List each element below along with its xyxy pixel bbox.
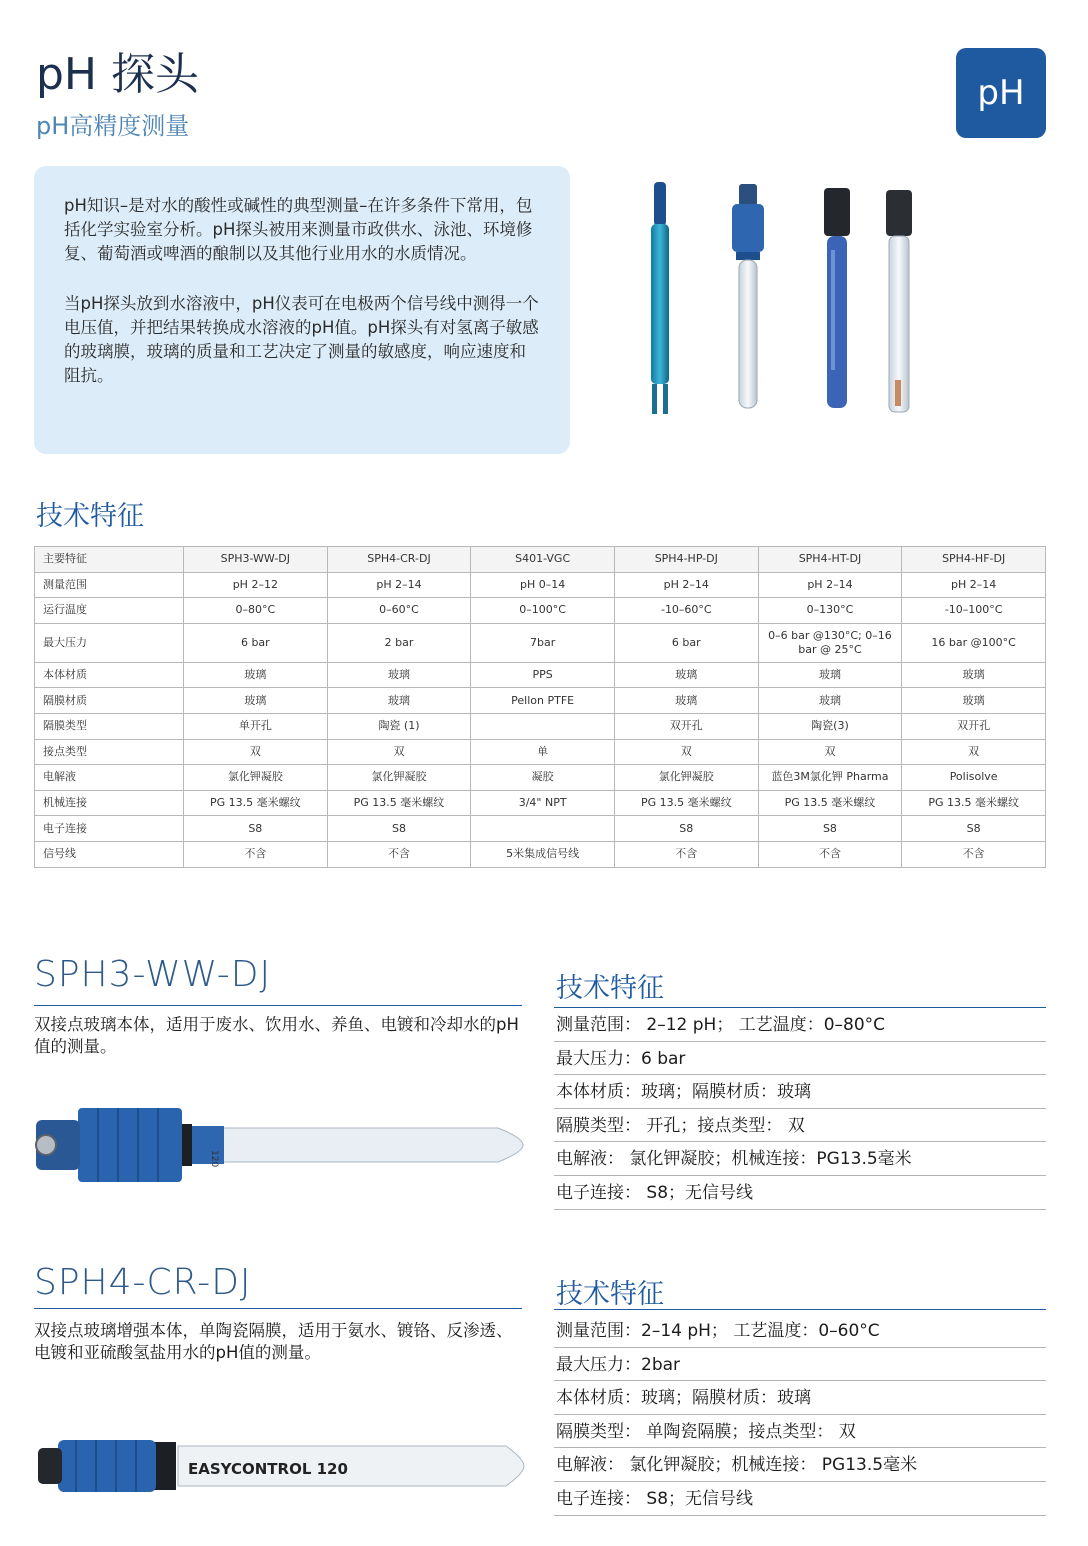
table-cell: 双开孔 [902,713,1046,739]
probe-4-icon [886,190,912,412]
table-cell: SPH4-HP-DJ [614,547,758,573]
table-row-label: 机械连接 [35,790,184,816]
table-cell: 陶瓷(3) [758,713,902,739]
table-row [35,816,1046,842]
product-2-description: 双接点玻璃增强本体，单陶瓷隔膜，适用于氨水、镀铬、反渗透、电镀和亚硫酸氢盐用水的pH值的测量。 [34,1321,513,1362]
table-cell: S8 [184,816,328,842]
product-1-image-label: 120 [209,1150,219,1168]
table-cell: 7bar [471,623,615,662]
table-cell: S8 [758,816,902,842]
table-cell: PPS [471,662,615,688]
table-cell: SPH4-HF-DJ [902,547,1046,573]
table-row-label: 本体材质 [35,662,184,688]
table-cell: S8 [327,816,471,842]
table-row [35,598,1046,624]
table-cell: 6 bar [184,623,328,662]
table-cell: 氯化钾凝胶 [184,765,328,791]
table-cell: 0–100°C [471,598,615,624]
spec-line: 电子连接： S8；无信号线 [554,1176,1046,1210]
product-1-spec-title: 技术特征 [556,973,664,1004]
product-2-name: SPH4-CR-DJ [34,1262,252,1303]
table-row [35,713,1046,739]
table-cell: 不含 [902,841,1046,867]
table-cell: pH 2–14 [758,572,902,598]
table-cell: 6 bar [614,623,758,662]
table-cell: 0–80°C [184,598,328,624]
table-cell: 0–6 bar @130°C; 0–16 bar @ 25°C [758,623,902,662]
table-cell: 玻璃 [758,688,902,714]
table-cell: 双开孔 [614,713,758,739]
table-cell: S401-VGC [471,547,615,573]
product-1-name: SPH3-WW-DJ [34,954,272,995]
table-cell: 不含 [614,841,758,867]
table-cell: SPH3-WW-DJ [184,547,328,573]
intro-box [34,166,570,454]
spec-line: 测量范围：2–14 pH； 工艺温度：0–60°C [554,1314,1046,1348]
product-1-image [28,1090,528,1200]
table-cell: 玻璃 [902,662,1046,688]
spec-line: 最大压力：6 bar [554,1042,1046,1076]
table-cell: S8 [614,816,758,842]
table-cell [471,713,615,739]
spec-line: 本体材质：玻璃；隔膜材质：玻璃 [554,1381,1046,1415]
table-row-label: 隔膜材质 [35,688,184,714]
table-cell: 陶瓷 (1) [327,713,471,739]
table-row [35,765,1046,791]
table-row [35,572,1046,598]
table-cell: 不含 [758,841,902,867]
product-2-spec-title: 技术特征 [556,1279,664,1310]
table-cell: 玻璃 [614,662,758,688]
table-cell: pH 2–12 [184,572,328,598]
table-cell: pH 2–14 [902,572,1046,598]
table-cell: 玻璃 [184,662,328,688]
table-cell: 3/4" NPT [471,790,615,816]
table-row [35,623,1046,662]
table-cell: PG 13.5 毫米螺纹 [614,790,758,816]
table-cell: 0–60°C [327,598,471,624]
table-row [35,688,1046,714]
table-cell: 双 [614,739,758,765]
spec-line: 最大压力：2bar [554,1348,1046,1382]
table-row-label: 最大压力 [35,623,184,662]
product-1-spec-list [554,1008,1046,1210]
probe-3-icon [824,188,850,408]
product-2-spec-rule [554,1309,1046,1310]
probe-1-icon [651,182,669,414]
table-cell: 单开孔 [184,713,328,739]
table-row-label: 测量范围 [35,572,184,598]
table-cell: 双 [758,739,902,765]
table-cell: 2 bar [327,623,471,662]
product-1-rule [34,1005,522,1006]
table-cell: PG 13.5 毫米螺纹 [184,790,328,816]
spec-line: 电解液： 氯化钾凝胶；机械连接： PG13.5毫米 [554,1448,1046,1482]
table-cell: PG 13.5 毫米螺纹 [327,790,471,816]
table-cell: pH 2–14 [614,572,758,598]
product-2-rule [34,1308,522,1309]
table-cell: SPH4-CR-DJ [327,547,471,573]
table-cell: -10–100°C [902,598,1046,624]
probe-photos [640,180,930,420]
product-2-image [28,1414,528,1524]
table-row-label: 主要特征 [35,547,184,573]
table-row [35,790,1046,816]
table-row [35,739,1046,765]
spec-table [34,546,1046,868]
table-cell: -10–60°C [614,598,758,624]
spec-line: 测量范围： 2–12 pH； 工艺温度：0–80°C [554,1008,1046,1042]
table-cell: 双 [327,739,471,765]
table-cell: S8 [902,816,1046,842]
table-cell: 玻璃 [902,688,1046,714]
table-cell: PG 13.5 毫米螺纹 [902,790,1046,816]
table-row [35,841,1046,867]
table-cell: 双 [184,739,328,765]
table-header-row [35,547,1046,573]
spec-line: 隔膜类型： 开孔；接点类型： 双 [554,1109,1046,1143]
table-cell: 玻璃 [184,688,328,714]
spec-line: 电子连接： S8；无信号线 [554,1482,1046,1516]
spec-table-title: 技术特征 [36,501,144,532]
table-row-label: 电子连接 [35,816,184,842]
table-cell: SPH4-HT-DJ [758,547,902,573]
table-row-label: 运行温度 [35,598,184,624]
table-row-label: 电解液 [35,765,184,791]
product-2-spec-list [554,1314,1046,1516]
table-cell: 氯化钾凝胶 [327,765,471,791]
table-row-label: 隔膜类型 [35,713,184,739]
intro-paragraph-2: 当pH探头放到水溶液中，pH仪表可在电极两个信号线中测得一个电压值，并把结果转换成水溶液的pH值。pH探头有对氢离子敏感的玻璃膜，玻璃的质量和工艺决定了测量的敏感度，响应速度和阻抗。 [64,294,539,385]
ph-badge: pH [956,48,1046,138]
probe-2-icon [732,184,764,408]
product-2-image-label: EASYCONTROL 120 [188,1460,348,1478]
table-cell: Polisolve [902,765,1046,791]
table-cell: 玻璃 [614,688,758,714]
table-cell: 氯化钾凝胶 [614,765,758,791]
table-cell: 玻璃 [327,662,471,688]
table-row [35,662,1046,688]
table-cell: PG 13.5 毫米螺纹 [758,790,902,816]
table-cell: 5米集成信号线 [471,841,615,867]
product-1-description: 双接点玻璃本体，适用于废水、饮用水、养鱼、电镀和冷却水的pH值的测量。 [34,1015,519,1056]
table-cell: 0–130°C [758,598,902,624]
table-cell: pH 2–14 [327,572,471,598]
table-cell: Pellon PTFE [471,688,615,714]
spec-line: 本体材质：玻璃；隔膜材质：玻璃 [554,1075,1046,1109]
table-cell: 双 [902,739,1046,765]
table-cell: 蓝色3M氯化钾 Pharma [758,765,902,791]
table-cell: 玻璃 [327,688,471,714]
intro-paragraph-1: pH知识–是对水的酸性或碱性的典型测量–在许多条件下常用，包括化学实验室分析。pH探头被用来测量市政供水、泳池、环境修复、葡萄酒或啤酒的酿制以及其他行业用水的水质情况。 [64,196,533,263]
page-subtitle: pH高精度测量 [36,112,190,140]
table-cell: 玻璃 [758,662,902,688]
spec-line: 电解液： 氯化钾凝胶；机械连接：PG13.5毫米 [554,1142,1046,1176]
table-cell: 凝胶 [471,765,615,791]
spec-line: 隔膜类型： 单陶瓷隔膜；接点类型： 双 [554,1415,1046,1449]
table-cell: 不含 [184,841,328,867]
page-title: pH 探头 [36,49,200,100]
table-row-label: 接点类型 [35,739,184,765]
table-cell: 单 [471,739,615,765]
table-cell: pH 0–14 [471,572,615,598]
table-cell: 不含 [327,841,471,867]
table-cell: 16 bar @100°C [902,623,1046,662]
table-row-label: 信号线 [35,841,184,867]
table-cell [471,816,615,842]
